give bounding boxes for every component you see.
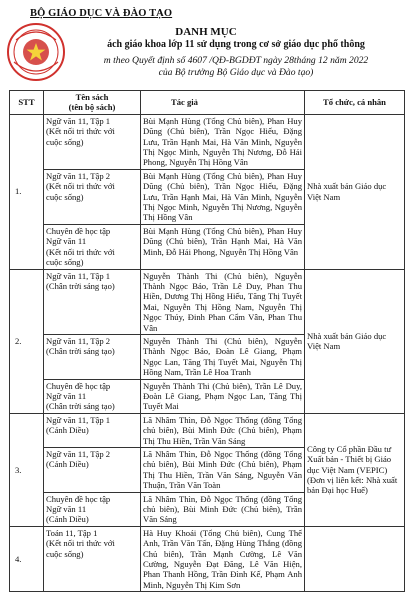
book-title-line: Ngữ văn 11 bbox=[46, 504, 87, 515]
book-title-line: (Chân trời sáng tạo) bbox=[46, 346, 115, 357]
book-title-line: Ngữ văn 11 bbox=[46, 390, 87, 401]
header-book-line1: Tên sách bbox=[75, 92, 109, 102]
publisher-cell bbox=[305, 526, 405, 591]
table-row bbox=[10, 269, 405, 334]
book-title-cell bbox=[44, 492, 141, 526]
book-title-cell bbox=[44, 448, 141, 493]
header-book bbox=[44, 91, 141, 115]
book-title-line: Chuyên đề học tập bbox=[46, 380, 111, 391]
book-title-line: (Cánh Diều) bbox=[46, 425, 89, 436]
book-title-line: (Kết nối tri thức với bbox=[46, 181, 115, 192]
ministry-name: BỘ GIÁO DỤC VÀ ĐÀO TẠO bbox=[30, 8, 173, 19]
decision-note-line2: của Bộ trưởng Bộ Giáo dục và Đào tạo) bbox=[158, 67, 314, 78]
header-publisher: Tổ chức, cá nhân bbox=[305, 91, 405, 115]
header-book-line2: (tên bộ sách) bbox=[68, 102, 116, 113]
book-title-line: cuộc sống) bbox=[46, 548, 84, 559]
author-cell: Bùi Mạnh Hùng (Tổng Chủ biên), Phan Huy Dũng (Chủ biên), Trần Ngọc Hiếu, Đặng Lưu, Trần Hạnh Mai, Hà Văn Minh, Nguyễn Thị Ngọc Minh, Nguyễn Thị Nương, Nguyễn Thị Hồng Vân bbox=[141, 169, 305, 224]
document-subtitle: ách giáo khoa lớp 11 sử dụng trong cơ sở giáo dục phổ thông bbox=[107, 39, 365, 50]
stt-cell: 4. bbox=[10, 526, 44, 591]
book-title-line: (Chân trời sáng tạo) bbox=[46, 280, 115, 291]
book-title-line: Ngữ văn 11, Tập 2 bbox=[46, 335, 111, 346]
book-title-line: Ngữ văn 11, Tập 2 bbox=[46, 449, 111, 459]
publisher-cell: Nhà xuất bản Giáo dục Việt Nam bbox=[305, 269, 405, 413]
book-title-cell bbox=[44, 379, 141, 413]
author-cell: Lã Nhâm Thìn, Đỗ Ngọc Thống (đồng Tổng chủ biên), Bùi Minh Đức (Chủ biên), Phạm Thị Thu Hiền, Trần Văn Sáng bbox=[141, 413, 305, 447]
author-cell: Nguyễn Thành Thi (Chủ biên), Nguyễn Thành Ngọc Bảo, Đoàn Lê Giang, Phạm Ngọc Lan, Tăng Thị Tuyết Mai, Nguyễn Thị Hồng Nam, Trần Lê Hoa Tranh bbox=[141, 334, 305, 379]
book-title-cell bbox=[44, 169, 141, 224]
book-title-line: (Kết nối tri thức với bbox=[46, 246, 115, 257]
book-title-cell bbox=[44, 269, 141, 334]
book-title-line: (Cánh Diều) bbox=[46, 459, 89, 470]
book-title-line: Ngữ văn 11 bbox=[46, 236, 87, 247]
book-title-line: (Cánh Diều) bbox=[46, 514, 89, 525]
book-title-line: Ngữ văn 11, Tập 2 bbox=[46, 170, 111, 181]
author-cell: Bùi Mạnh Hùng (Tổng Chủ biên), Phan Huy Dũng (Chủ biên), Trần Hạnh Mai, Hà Văn Minh, Đỗ Hải Phong, Nguyễn Thị Hồng Vân bbox=[141, 224, 305, 269]
textbook-table bbox=[9, 90, 405, 592]
table-row bbox=[10, 526, 405, 591]
book-title-cell bbox=[44, 114, 141, 169]
book-title-line: (Kết nối tri thức với bbox=[46, 126, 115, 137]
stt-cell: 3. bbox=[10, 413, 44, 526]
stt-cell: 2. bbox=[10, 269, 44, 413]
book-title-line: cuộc sống) bbox=[46, 191, 84, 202]
header-author: Tác giả bbox=[141, 91, 305, 115]
header-stt: STT bbox=[10, 91, 44, 115]
author-cell: Hà Huy Khoái (Tổng Chủ biên), Cung Thế Anh, Trần Văn Tấn, Đặng Hùng Thắng (đồng Chủ biên), Trần Mạnh Cường, Lê Văn Cường, Nguyễn Đạt Đăng, Lê Văn Hiện, Phan Thanh Hồng, Trần Đình Kế, Phạm Anh Minh, Nguyễn Thị Kim Sơn bbox=[141, 526, 305, 591]
book-title-line: Chuyên đề học tập bbox=[46, 225, 111, 236]
book-title-line: cuộc sống) bbox=[46, 136, 84, 147]
author-cell: Nguyễn Thành Thi (Chủ biên), Trần Lê Duy, Đoàn Lê Giang, Phạm Ngọc Lan, Tăng Thị Tuyết Mai bbox=[141, 379, 305, 413]
document-title: DANH MỤC bbox=[175, 26, 237, 38]
book-title-cell bbox=[44, 224, 141, 269]
stt-cell: 1. bbox=[10, 114, 44, 269]
book-title-line: (Chân trời sáng tạo) bbox=[46, 401, 115, 412]
table-row bbox=[10, 413, 405, 447]
book-title-line: Chuyên đề học tập bbox=[46, 493, 111, 504]
publisher-cell: Nhà xuất bản Giáo dục Việt Nam bbox=[305, 114, 405, 269]
book-title-line: Ngữ văn 11, Tập 1 bbox=[46, 270, 111, 281]
book-title-line: (Kết nối tri thức với bbox=[46, 538, 115, 549]
book-title-line: Toán 11, Tập 1 bbox=[46, 527, 98, 538]
book-title-line: cuộc sống) bbox=[46, 257, 84, 268]
table-row bbox=[10, 114, 405, 169]
table-header-row bbox=[10, 91, 405, 115]
book-title-cell bbox=[44, 413, 141, 447]
author-cell: Lã Nhâm Thìn, Đỗ Ngọc Thống (đồng Tổng chủ biên), Bùi Minh Đức (Chủ biên), Phạm Thị Thu Hiền, Trần Văn Sáng, Nguyễn Văn Thuận, Trần Văn Toàn bbox=[141, 448, 305, 493]
decision-note-line1: m theo Quyết định số 4607 /QĐ-BGDĐT ngày 28tháng 12 năm 2022 bbox=[103, 55, 369, 66]
author-cell: Lã Nhâm Thìn, Đỗ Ngọc Thống (đồng Tổng chủ biên), Bùi Minh Đức (Chủ biên), Trần Văn Sáng bbox=[141, 492, 305, 526]
publisher-cell: Công ty Cổ phần Đầu tư Xuất bản - Thiết bị Giáo dục Việt Nam (VEPIC) (Đơn vị liên kết: Nhà xuất bản Đại học Huế) bbox=[305, 413, 405, 526]
book-title-line: Ngữ văn 11, Tập 1 bbox=[46, 115, 111, 126]
book-title-cell bbox=[44, 526, 141, 591]
author-cell: Bùi Mạnh Hùng (Tổng Chủ biên), Phan Huy Dũng (Chủ biên), Trần Ngọc Hiếu, Đặng Lưu, Trần Hạnh Mai, Hà Văn Minh, Nguyễn Thị Ngọc Minh, Nguyễn Thị Nương, Đỗ Hải Phong, Nguyễn Thị Hồng Vân bbox=[141, 114, 305, 169]
author-cell: Nguyễn Thành Thi (Chủ biên), Nguyễn Thành Ngọc Bảo, Trần Lê Duy, Phan Thu Hiền, Dương Thị Hồng Hiếu, Tăng Thị Tuyết Mai, Nguyễn Thị Hồng Nam, Nguyễn Thị Ngọc Thúy, Đinh Phan Cẩm Vân, Phan Thu Vân bbox=[141, 269, 305, 334]
book-title-cell bbox=[44, 334, 141, 379]
book-title-line: Ngữ văn 11, Tập 1 bbox=[46, 414, 111, 425]
